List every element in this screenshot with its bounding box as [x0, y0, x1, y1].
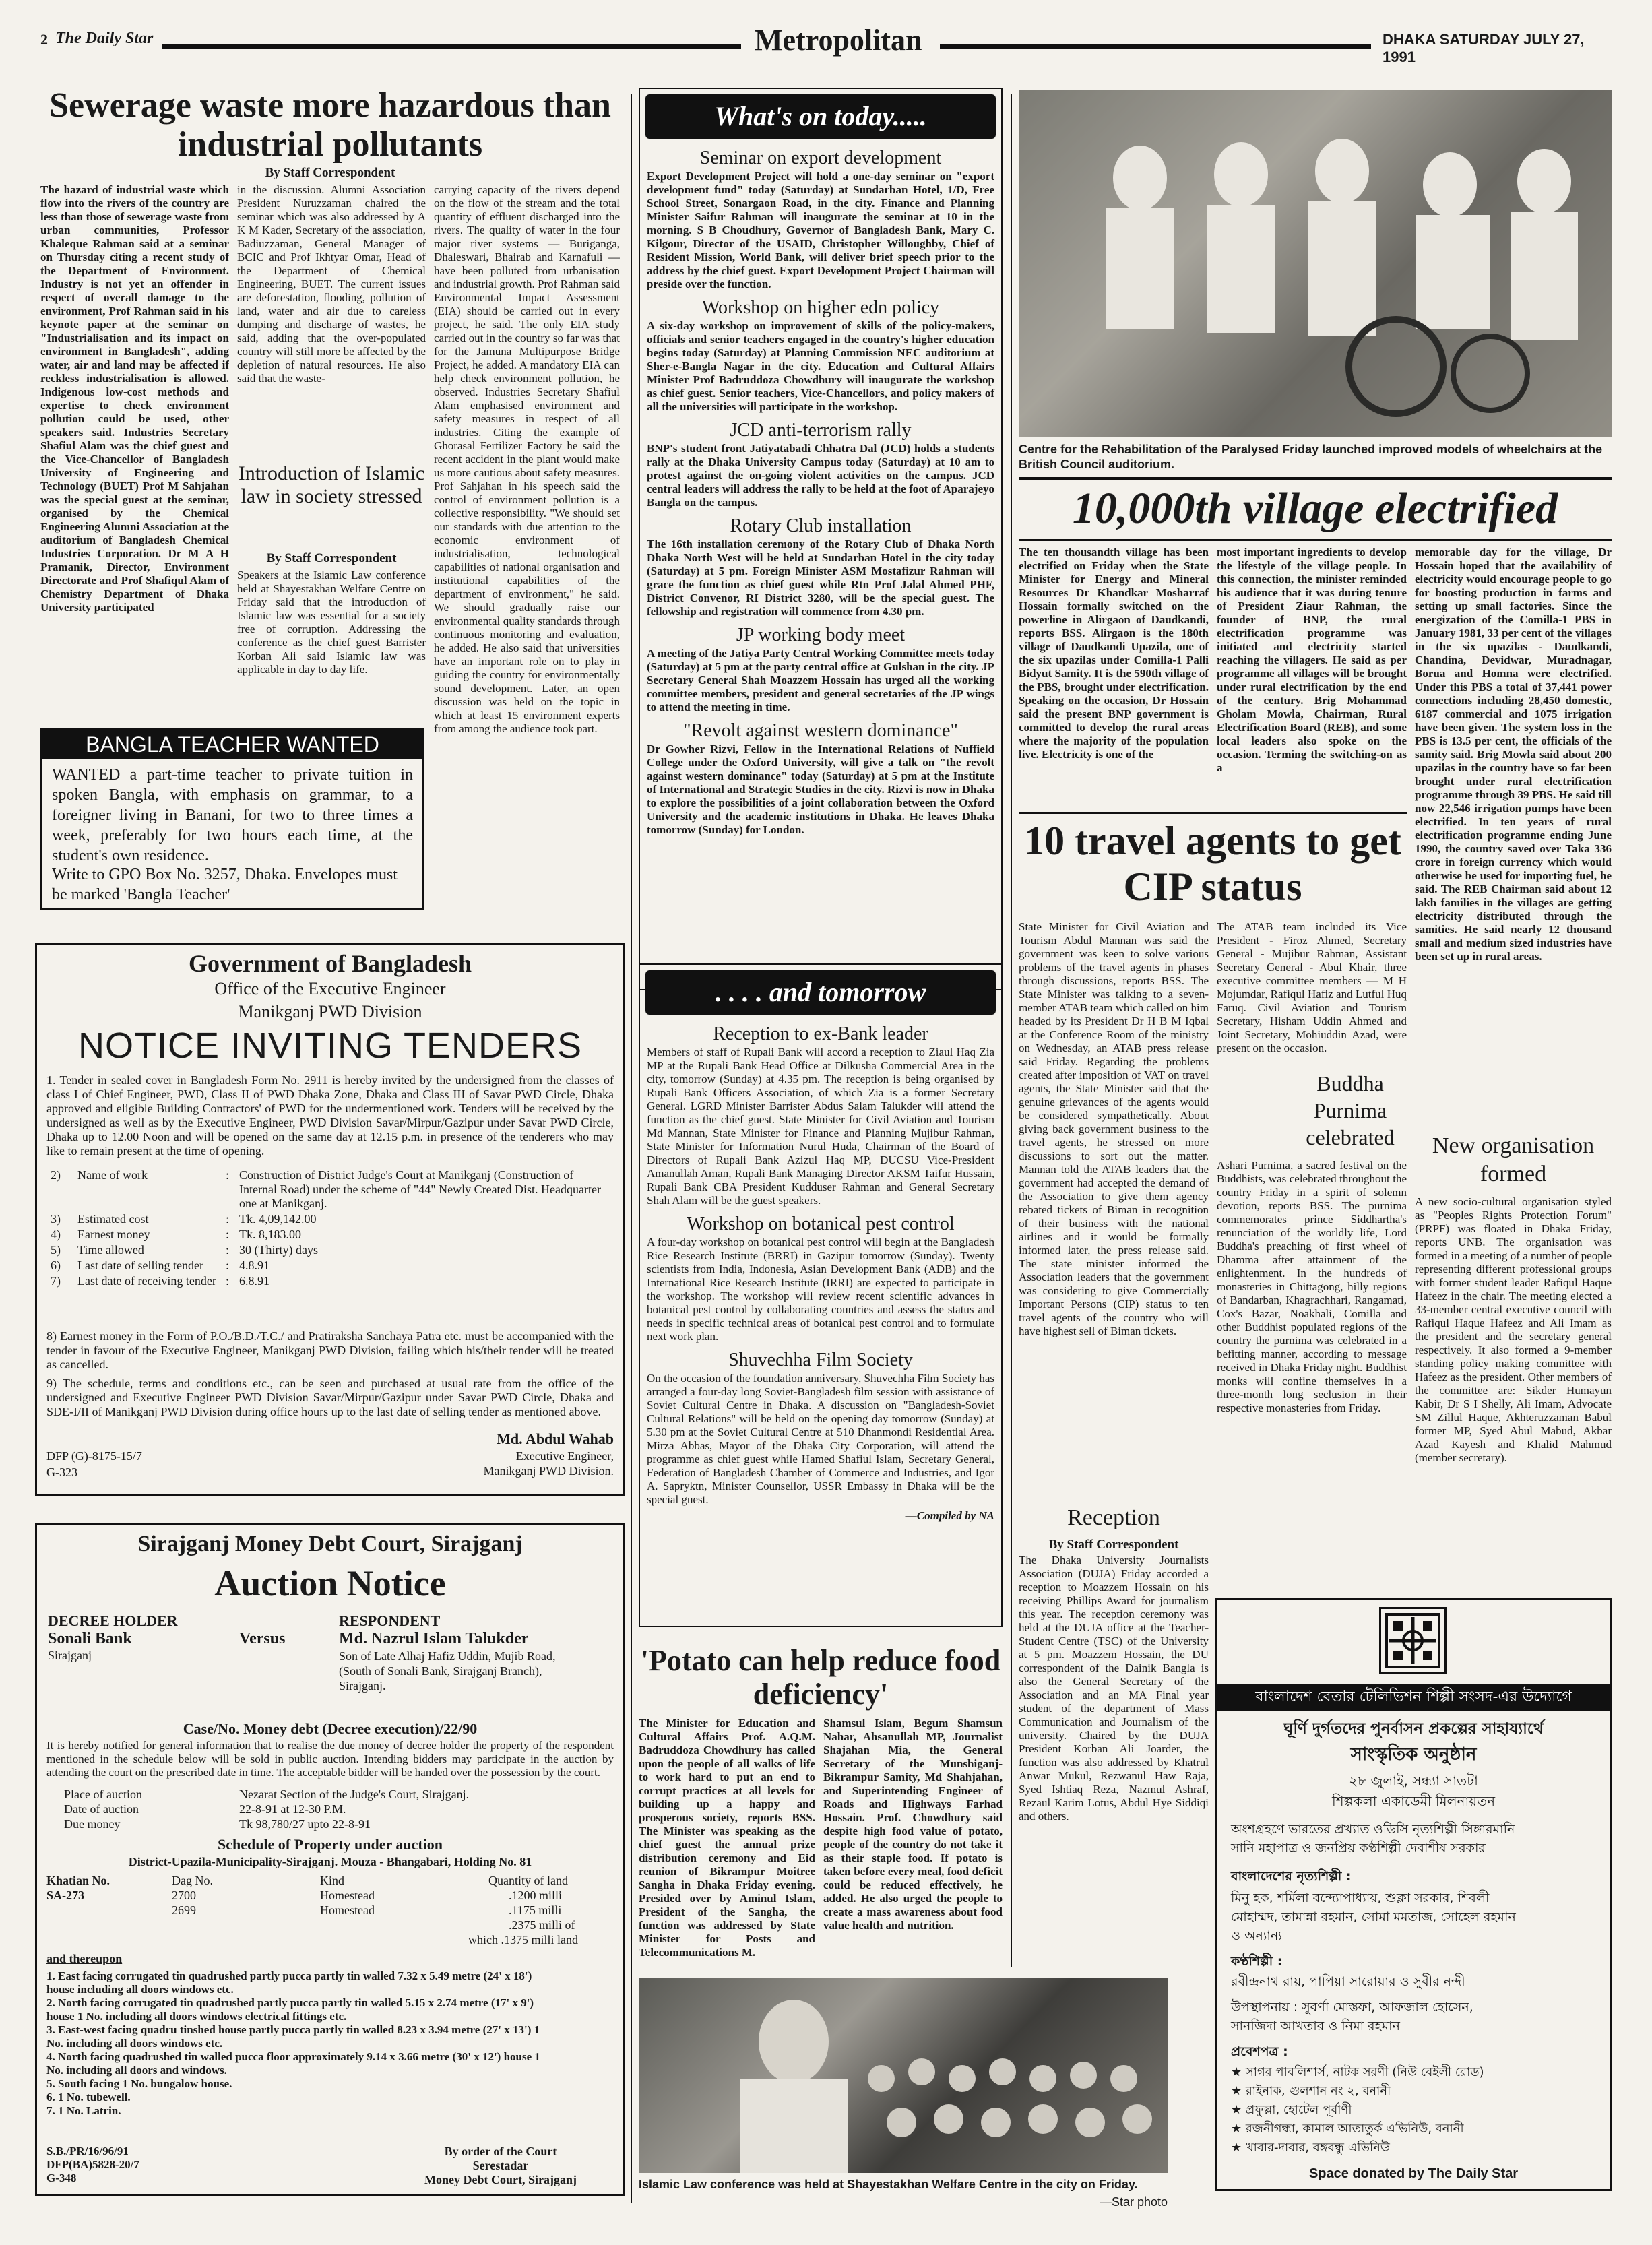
- new-org-headline: New organisation formed: [1432, 1133, 1595, 1187]
- new-org-body: A new socio-cultural organisation styled as "Peoples Rights Protection Forum" (PRPF) was floated in Dhaka Friday, reports UNB. The organisation was formed in a meeting of a number of people representing different professional groups with former student leader Rafiqul Haque Hafeez in the chair. The meeting elected a 33-member central executive council with Rafiqul Haque Hafeez and Ali Imam as the president and the secretary general respectively. It also formed a 9-member standing policy making committee with Hafeez as the president. Other members of the committee are: Sikder Humayun Kabir, Dr S I Shelly, Ali Imam, Advocate SM Zillul Haque, Akhteruzzaman Babul former MP, Syed Abul Mabud, Akbar Azad Kayesh and Khalid Mahmud (member secretary).: [1415, 1195, 1612, 1464]
- village-col2: most important ingredients to develop the lifestyle of the village people. In this connection, the minister reminded his audience that it was during tenure of President Ziaur Rahman, the founder of BNP, the rural electrification programme was initiated and electricity started reaching the villagers. He said as per programme all villages will be brought under rural electrification by the end of the century. Brig Mohammad Gholam Mowla, Chairman, Rural Electrification Board (REB), and some local leaders also spoke on the occasion. Terming the switching-on as a: [1217, 546, 1407, 774]
- conference-photo: [639, 1978, 1168, 2173]
- tender-row: 4) Earnest money : Tk. 8,183.00: [46, 1227, 614, 1242]
- teacher-ad-footer: Write to GPO Box No. 3257, Dhaka. Envelopes must be marked 'Bangla Teacher': [52, 866, 398, 904]
- tender-row: 2) Name of work : Construction of District Judge's Court at Manikganj (Construction of Internal Road) under the scheme of "44" Newly Created Dist. Headquarter one at Manikganj.: [46, 1168, 614, 1211]
- tender-signer-title1: Executive Engineer,: [515, 1449, 614, 1463]
- tender-row-num: 4): [51, 1228, 61, 1241]
- qty2: .1175 milli: [509, 1903, 562, 1917]
- section-name: Metropolitan: [755, 24, 922, 57]
- tender-row-label: Name of work: [77, 1168, 148, 1182]
- event-item: [647, 624, 994, 714]
- dateline: DHAKA SATURDAY JULY 27, 1991: [1383, 31, 1585, 65]
- sewerage-byline: By Staff Correspondent: [265, 166, 395, 180]
- auction-refs: [46, 2145, 139, 2185]
- tender-para1: 1. Tender in sealed cover in Bangladesh Form No. 2911 is hereby invited by the undersigned from the classes of class I of Chief Engineer, PWD, Class II of PWD Dhaka Zone, Dhaka and Class III of Savar PWD Circle, Dhaka approved and eligible Building Contractors' of PWD for the undermentioned work. Tenders will be received by the undersigned as well as by the Executive Engineer, PWD Division Savar/Mirpur/Gazipur under Savar PWD Circle, Dhaka up to 12.00 Noon and will be opened on the same day at 12.15 p.m. in presence of the tenderers who may like to remain present at the time of opening.: [46, 1073, 614, 1158]
- event-head: Workshop on botanical pest control: [687, 1213, 955, 1234]
- dag2: 2699: [172, 1903, 196, 1917]
- paper-name: The Daily Star: [55, 30, 154, 47]
- kind2: Homestead: [320, 1903, 375, 1917]
- event-item: [647, 419, 994, 509]
- teacher-ad: [40, 728, 424, 910]
- auction-item: 3. East-west facing quadru tinshed house partly pucca partly tin walled 8.23 x 3.94 metre (27' x 13') 1 No. including all doors windows etc.: [46, 2023, 540, 2050]
- decree-holder-place: Sirajganj: [48, 1649, 92, 1662]
- event-head: Shuvechha Film Society: [728, 1350, 913, 1370]
- auction-place-label: Place of auction: [64, 1788, 142, 1801]
- event-body: On the occasion of the foundation anniversary, Shuvechha Film Society has arranged a four-day long Soviet-Bangladesh film session with assistance of Soviet Cultural Centre in Dhaka. A discussion on "Bangladesh-Soviet Cultural Relations" will be held on the opening day tomorrow (Sunday) at 5.30 pm at the Soviet Cultural Centre at 510 Dhanmondi Residential Area. Mirza Abbas, Mayor of the Dhaka City Corporation, will attend the programme as chief guest while Hamed Shafiul Islam, Secretary General, Federation of Bangladesh Chamber of Commerce and Industries, and Igor A. Sapryktn, Minister Counsellor, USSR Embassy in Dhaka will be the special guest.: [647, 1372, 994, 1506]
- ad-space-donated: Space donated by The Daily Star: [1308, 2166, 1519, 2181]
- tomorrow-list: [647, 1023, 994, 1523]
- teacher-ad-body: WANTED a part-time teacher to private tuition in spoken Bangla, with emphasis on grammar, to a foreigner living in Banani, for two to three times a week, preferably for two hours each time, at the student's own residence.: [52, 766, 413, 864]
- ad-line: সাংস্কৃতিক অনুষ্ঠান: [1350, 1744, 1477, 1765]
- tender-row-value: 30 (Thirty) days: [239, 1243, 318, 1257]
- qty1: .1200 milli: [509, 1889, 563, 1902]
- event-body: Members of staff of Rupali Bank will accord a reception to Ziaul Haq Zia MP at the Rupali Bank Head Office at Dilkusha Commercial Area in the city, tomorrow (Sunday) at 4.35 pm. The reception is being organised by Rupali Bank Officers Association, of which Zia is a former Secretary General. LGRD Minister Barrister Abdus Salam Talukder will attend the function as the chief guest. State Minister for Civil Aviation and Tourism Md Mannan, State Minister for Finance and Planning Mujibur Rahman, State Minister for Information Nurul Huda, Chairman of the Board of Directors of Rupali Bank Azizul Haq MP, DUCSU Vice-President Amanullah Aman, Rupali Bank Managing Director AKSM Taifur Hussain, Rupali Bank CBA President Kudduser Rahman and General Secretary Shah Alam will be the guest speakers.: [647, 1046, 994, 1207]
- kind-label: Kind: [320, 1874, 344, 1887]
- event-head: Reception to ex-Bank leader: [713, 1023, 928, 1044]
- potato-col2: Shamsul Islam, Begum Shamsun Nahar, Ahsanullah MP, Journalist Shajahan Mia, the General Secretary of the Munshiganj-Bikrampur Samity, Md Shahjahan, and Superintending Engineer of Roads and Highways Farhad Hossain. Prof. Chowdhury said despite high food value of potato, people of the country do not take it as their staple food. If potato is taken before every meal, food deficit could be reduced effectively, he added. He also urged the people to create a mass awareness about food value health and nutrition.: [823, 1717, 1003, 1932]
- tender-row-label: Last date of selling tender: [77, 1259, 203, 1272]
- ad-line: মিনু হক, শর্মিলা বন্দ্যোপাধ্যায়, শুক্লা সরকার, শিবলী: [1231, 1891, 1490, 1905]
- qty3: .2375 milli of: [509, 1918, 575, 1932]
- tender-row-label: Last date of receiving tender: [77, 1274, 216, 1288]
- reception-byline: By Staff Correspondent: [1048, 1538, 1179, 1552]
- auction-title: Auction Notice: [214, 1563, 446, 1604]
- tender-row-value: Construction of District Judge's Court at Manikganj (Construction of Internal Road) under the scheme of "44" Newly Created Dist. Headquarter one at Manikganj.: [239, 1168, 602, 1210]
- auction-notice-text: It is hereby notified for general information that to realise the due money of decree holder the property of the respondent mentioned in the schedule below will be sold in public auction. Intending bidders may participate in the auction by attending the court on the prescribed date in time. The acceptable bidder will be handed over the possession by the court.: [46, 1739, 614, 1779]
- ad-line: সানি মহাপাত্র ও জনপ্রিয় কণ্ঠশিল্পী দেবাশীষ সরকার: [1231, 1841, 1486, 1856]
- event-item: [647, 720, 994, 837]
- auction-item: 7. 1 No. Latrin.: [46, 2104, 121, 2117]
- tender-row-label: Earnest money: [77, 1228, 150, 1241]
- tender-office: Office of the Executive Engineer: [214, 979, 446, 999]
- event-head: "Revolt against western dominance": [683, 720, 958, 741]
- tender-row-value: 6.8.91: [239, 1274, 269, 1288]
- village-headline: 10,000th village electrified: [1072, 484, 1558, 533]
- village-col1: The ten thousandth village has been electrified on Friday when the State Minister for Energy and Mineral Resources Dr Khandkar Mosharraf Hossain formally switched on the powerline in Alirgaon of Daudkandi, reports BSS. Alirgaon is the 180th village of Daudkandi Upazila, one of the six upazilas under Comilla-1 Palli Bidyut Samity. It is the 590th village of the PBS, brought under electrification. Speaking on the occasion, Dr Hossain said the present BNP government is committed to develop the rural areas where the majority of the population live. Electricity is one of the: [1019, 546, 1209, 761]
- event-item: [647, 1213, 994, 1343]
- tender-row-value: 4.8.91: [239, 1259, 269, 1272]
- tender-row-num: 7): [51, 1274, 61, 1288]
- event-head: JCD anti-terrorism rally: [730, 420, 912, 441]
- event-head: Seminar on export development: [699, 148, 942, 168]
- event-item: [647, 515, 994, 619]
- wheelchair-photo-art: [1019, 90, 1612, 437]
- tender-division: Manikganj PWD Division: [238, 1002, 422, 1021]
- potato-col1: The Minister for Education and Cultural Affairs Prof. A.Q.M. Badruddoza Chowdhury has called upon the people of all walks of life to work hard to put an end to corrupt practices at all levels for building up a happy and prosperous society, reports BSS. The Minister was speaking as the chief guest the annual prize distribution ceremony and Eid reunion of Bikrampur Moitree Sangha in Dhaka Friday evening. Presided over by Aminul Islam, President of the Sangha, the function was addressed by State Minister for Posts and Telecommunications M.: [639, 1717, 815, 1959]
- tomorrow-box: [639, 963, 1003, 1627]
- event-body: A six-day workshop on improvement of skills of the policy-makers, officials and senior teachers engaged in the country's higher education begins today (Saturday) at Planning Commission NEC auditorium at Sher-e-Bangla Nagar in the city. Education and Cultural Affairs Minister Prof Badruddoza Chowdhury will inaugurate the workshop as chief guest. Senior teachers, Vice-Chancellors, and policy makers of all the universities will participate in the workshop.: [647, 319, 994, 413]
- tomorrow-banner: . . . . and tomorrow: [645, 970, 996, 1015]
- event-item: [647, 296, 994, 414]
- ad-line: ★ রাইনাক, গুলশান নং ২, বনানী: [1231, 2084, 1391, 2098]
- wheelchair-photo: [1019, 90, 1612, 437]
- tender-row: 6) Last date of selling tender : 4.8.91: [46, 1258, 614, 1273]
- ad-line: ★ রজনীগন্ধা, কামাল আতাতুর্ক এভিনিউ, বনানী: [1231, 2122, 1464, 2136]
- teacher-ad-title: BANGLA TEACHER WANTED: [42, 730, 422, 759]
- compiled-by: —Compiled by NA: [905, 1509, 994, 1522]
- ad-line: বাংলাদেশ বেতার টেলিভিশন শিল্পী সংসদ-এর উদ্যোগে: [1217, 1684, 1610, 1711]
- sewerage-col3: carrying capacity of the rivers depend on the flow of the stream and the total quantity of effluent discharged into the rivers. The quality of water in the four major river systems — Buriganga, Dhaleswari, Bhairab and Karnafuli — have been polluted from urbanisation and industrial growth. Prof Rahman said Environmental Impact Assessment (EIA) should be carried out in every project, he said. The only EIA study carried out in the country so far was that for the Jamuna Multipurpose Bridge Project, he added. A mandatory EIA can help check environment pollution, he observed. Industries Secretary Shafiul Alam emphasised environment and safety measures in respect of all industries. Citing the example of Ghorasal Fertilizer Factory he said the recent accident in the plant would make us more cautious about safety measures. Prof Sahjahan in his speech said the control of environment pollution is a collective responsibility. "We should set our standards with due attention to the economic environment of industrialisation, technological capabilities of national organisation and institutional capabilities of the department of environment," he said. We should gradually raise our environmental quality standards through continuous monitoring and evaluation, he added. He also said that universities have an important role on to play in guiding the country for environmentally sound development. Later, an open discussion was held on the topic in which at least 15 environment experts from among the audience took part.: [434, 183, 620, 735]
- tender-row: 5) Time allowed : 30 (Thirty) days: [46, 1242, 614, 1258]
- column-rule-2: [1011, 94, 1012, 1967]
- village-bottom-rule: [1019, 539, 1612, 541]
- artists-union-logo-icon: [1381, 1609, 1444, 1672]
- auction-due: Tk 98,780/27 upto 22-8-91: [239, 1817, 371, 1831]
- ad-line: ২৮ জুলাই, সন্ধ্যা সাতটা: [1349, 1773, 1478, 1789]
- decree-holder: Sonali Bank: [48, 1630, 132, 1647]
- ad-line: ★ খাবার-দাবার, বঙ্গবন্ধু এভিনিউ: [1231, 2141, 1390, 2155]
- column-rule-1: [631, 94, 632, 2203]
- event-body: Export Development Project will hold a one-day seminar on "export development fund" today (Saturday) at Sundarban Hotel, 1/D, Free School Street, Sonargaon Road, in the city. Finance and Planning Minister Saifur Rahman will inaugurate the seminar at 10 in the morning. S B Choudhury, Governor of Bangladesh Bank, Mary C. Kilgour, Director of the USAID, Christopher Willoughby, Chief of Resident Mission, World Bank, will deliver brief speech prior to the address by the chief guest. Export Development Project Chairman will preside over the function.: [647, 170, 994, 290]
- event-body: Dr Gowher Rizvi, Fellow in the International Relations of Nuffield College under the Oxford University, will give a talk on "the revolt against western dominance" today (Saturday) at 5 pm at the Institute of International and Strategic Studies in the city. Rizvi is now in Dhaka to explore the possibilities of a joint collaboration between the Oxford University and the academic institutions in Dhaka. He leaves Dhaka tomorrow (Sunday) for London.: [647, 742, 994, 836]
- islamic-law-byline: By Staff Correspondent: [266, 551, 397, 565]
- tender-row-value: Tk. 8,183.00: [239, 1228, 301, 1241]
- kind1: Homestead: [320, 1889, 375, 1902]
- wheelchair-caption: Centre for the Rehabilitation of the Paralysed Friday launched improved models of wheelchairs at the British Council auditorium.: [1019, 443, 1603, 471]
- ad-line: উপস্থাপনায় : সুবর্ণা মোস্তফা, আফজাল হোসেন,: [1231, 2000, 1473, 2015]
- auction-item: 5. South facing 1 No. bungalow house.: [46, 2077, 232, 2090]
- tender-para9: 9) The schedule, terms and conditions etc., can be seen and purchased at usual rate from the office of the undersigned and Executive Engineer PWD Division Savar/Mirpur/Gazipur under Savar PWD Circle, Dhaka and SDE-I/II of Manikganj PWD Division during office hours up to the last date of selling tender as mentioned above.: [46, 1377, 614, 1418]
- event-body: A meeting of the Jatiya Party Central Working Committee meets today (Saturday) at 5 pm at the party central office at Gulshan in the city. JP Secretary General Shah Moazzem Hossain has urged all the working committee members, president and general secretaries of the JP wings to attend the meeting in time.: [647, 647, 994, 714]
- auction-notice: [35, 1523, 625, 2196]
- event-head: Workshop on higher edn policy: [701, 297, 940, 318]
- event-head: JP working body meet: [736, 625, 906, 645]
- qty-label: Quantity of land: [488, 1874, 568, 1887]
- whats-on-list: [647, 147, 994, 837]
- respondent-label: RESPONDENT: [339, 1612, 441, 1629]
- reception-body: The Dhaka University Journalists Association (DUJA) Friday accorded a reception to Moazzem Hossain on his receiving Phillips Award for journalism this year. The reception ceremony was held at the DUJA office at the Teacher-Student Centre (TSC) of the University at 5 pm. Moazzem Hossain, the DU correspondent of the Dainik Bangla is also the General Secretary of the Association and an MA Final year student of the department of Mass Communication and Journalism of the university. Chaired by the DUJA President Korban Ali Joarder, the function was also addressed by Khatrul Anwar Mukul, Rezwanul Haw Raja, Syed Ishtiaq Reza, Nazmul Ashraf, Rezaul Karim Lotus, Abdul Hye Siddiqi and others.: [1019, 1554, 1209, 1823]
- event-item: [647, 1023, 994, 1207]
- schedule-district: District-Upazila-Municipality-Sirajganj. Mouza - Bhangabari, Holding No. 81: [128, 1855, 532, 1868]
- sewerage-col1: The hazard of industrial waste which flow into the rivers of the country are less than those of sewerage waste from urban communities, Professor Khaleque Rahman said at a seminar on Thursday citing a recent study of the Department of Environment. Industry is not yet an offender in respect of overall damage to the environment, Prof Rahman said in his keynote paper at the seminar on "Industrialisation and its impact on environment in Bangladesh", adding water, air and land may be affected if reckless industrialisation is allowed. Indigenous low-cost methods and expertise to check environment pollution could be used, other speakers said. Industries Secretary Shafiul Alam was the chief guest and the Vice-Chancellor of Bangladesh University of Engineering and Technology (BUET) Prof M Sahjahan was the special guest at the seminar, organised by the Chemical Engineering Alumni Association at the auditorium of Bangladesh Chemical Industries Corporation. Dr M A H Pramanik, Director, Environment Directorate and Prof Shafiqul Alam of Chemistry Department of Dhaka University participated: [40, 183, 229, 614]
- auction-ref: S.B./PR/16/96/91: [46, 2145, 129, 2157]
- tender-ref1: DFP (G)-8175-15/7: [46, 1449, 142, 1463]
- tender-signer: Md. Abdul Wahab: [497, 1430, 614, 1447]
- ad-line: সানজিদা আখতার ও নিমা রহমান: [1231, 2019, 1400, 2033]
- tender-row-num: 3): [51, 1212, 61, 1226]
- ad-line: ও অন্যান্য: [1231, 1928, 1282, 1943]
- tender-row-label: Time allowed: [77, 1243, 144, 1257]
- event-body: BNP's student front Jatiyatabadi Chhatra Dal (JCD) holds a students rally at the Dhaka University Campus today (Saturday) at 10 am to protest against the on-going violent activities on the campus. JCD central leaders will address the rally to be held at the foot of Aparajeyo Bangla on the campus.: [647, 442, 994, 509]
- sewerage-headline: Sewerage waste more hazardous than industrial pollutants: [49, 86, 611, 164]
- ad-line: শিল্পকলা একাডেমী মিলনায়তন: [1331, 1793, 1496, 1809]
- ad-line: প্রবেশপত্র :: [1231, 2044, 1288, 2059]
- cip-headline: 10 travel agents to get CIP status: [1024, 819, 1401, 909]
- page-number: 2: [40, 31, 48, 48]
- buddha-body: Ashari Purnima, a sacred festival on the Buddhists, was celebrated throughout the country Friday in a spirit of solemn devotion, reports BSS. The purnima commemorates prince Siddhartha's renunciation of the worldly life, Lord Buddha's preaching of first wheel of Dhamma after attainment of the enlightenment. In the hundreds of monasteries in Chittagong, hilly regions of Bandarban, Khagrachhari, Rangamati, Cox's Bazar, Noakhali, Comilla and other Buddhist populated regions of the country the purnima was celebrated in a befitting manner, according to message received in Dhaka Friday night. Buddhist monks will confine themselves in a three-month long seclusion in their respective monasteries from Friday.: [1217, 1159, 1407, 1414]
- tender-table: [46, 1168, 614, 1289]
- reception-headline: Reception: [1067, 1505, 1160, 1530]
- event-head: Rotary Club installation: [730, 515, 912, 536]
- auction-court: Sirajganj Money Debt Court, Sirajganj: [137, 1531, 523, 1556]
- potato-headline: 'Potato can help reduce food deficiency': [640, 1644, 1001, 1711]
- whats-on-banner: What's on today.....: [645, 94, 996, 139]
- auction-items: [46, 1969, 559, 2118]
- tender-row-num: 2): [51, 1168, 61, 1182]
- tender-row-value: Tk. 4,09,142.00: [239, 1212, 317, 1226]
- masthead: [40, 24, 1617, 65]
- tender-notice: [35, 943, 625, 1496]
- tender-para8: 8) Earnest money in the Form of P.O./B.D./T.C./ and Pratiraksha Sanchaya Patra etc. must be accompanied with the tender in favour of the Executive Engineer, Manikganj PWD Division, failing which his/their tender will be treated as cancelled.: [46, 1329, 614, 1371]
- schedule-title: Schedule of Property under auction: [217, 1836, 443, 1853]
- khatian: SA-273: [46, 1889, 85, 1902]
- cip-col1: State Minister for Civil Aviation and Tourism Abdul Mannan was said the government was keen to solve various problems of the travel agents in phases through discussions, reports BSS. The State Minister was talking to a seven-member ATAB team which called on him headed by its President Dr H B M Iqbal at the Conference Room of the ministry on Wednesday, an ATAB press release said Friday. Regarding the problems created after imposition of VAT on travel agents, the State Minister said that the genuine grievances of the agents would be considered sympathetically. About giving back government business to the travel agents, he stressed on more discussions to sort out the matter. Mannan told the ATAB leaders that the government had accepted the demand of the Association to give them agency rebated tickets of Biman in recognition of their business with the national airlines and it would be formally informed later, the press release said. The state minister informed the Association leaders that the government was considering to give Commercially Important Persons (CIP) status to ten travel agents of the country who will have highest sell of Biman tickets.: [1019, 920, 1209, 1337]
- tender-signer-title2: Manikganj PWD Division.: [483, 1464, 614, 1478]
- auction-date-label: Date of auction: [64, 1802, 139, 1816]
- village-top-rule: [1019, 477, 1612, 480]
- masthead-rule-left: [162, 44, 741, 49]
- event-item: [647, 1349, 994, 1507]
- tender-row: 3) Estimated cost : Tk. 4,09,142.00: [46, 1211, 614, 1227]
- tender-org: Government of Bangladesh: [188, 950, 472, 977]
- conference-photo-caption: Islamic Law conference was held at Shayestakhan Welfare Centre in the city on Friday.: [639, 2178, 1138, 2191]
- ad-line: ঘূর্ণি দুর্গতদের পুনর্বাসন প্রকল্পের সাহায্যার্থে: [1283, 1720, 1544, 1738]
- event-body: A four-day workshop on botanical pest control will begin at the Bangladesh Rice Research Institute (BRRI) in Gazipur tomorrow (Sunday). Twenty scientists from India, Indonesia, Asian Development Bank (ADB) and the International Rice Research Institute (IRRI) are expected to participate in the workshop. The workshop will review recent scientific advances in botanical pest control by collaborating countries and assess the status and needs in specific technical areas of botanical pest control and to formulate next work plan.: [647, 1236, 994, 1343]
- auction-case: Case/No. Money debt (Decree execution)/22/90: [183, 1720, 478, 1737]
- ad-logo: [1379, 1607, 1447, 1674]
- tender-row-label: Estimated cost: [77, 1212, 149, 1226]
- thereupon: and thereupon: [46, 1952, 123, 1965]
- islamic-law-headline: Introduction of Islamic law in society stressed: [238, 462, 425, 507]
- tender-row: 7) Last date of receiving tender : 6.8.91: [46, 1273, 614, 1289]
- islamic-law-body: Speakers at the Islamic Law conference held at Shayestakhan Welfare Centre on Friday said that the introduction of Islamic law was essential for a society free of corruption. Addressing the conference as the chief guest Barrister Korban Ali said Islamic law was applicable in day to day life.: [237, 569, 426, 676]
- cip-top-rule: [1019, 812, 1407, 814]
- event-body: The 16th installation ceremony of the Rotary Club of Dhaka North Dhaka North West will be held at Sundarban Hotel in the city today (Saturday) at 5 pm. Foreign Minister ASM Mostafizur Rahman will grace the function as chief guest while Rtn Prof Jalal Ahmed PHF, District Convenor, RI District 3280, will be the special guest. The fellowship and registration will commence from 4.30 pm.: [647, 538, 994, 618]
- auction-ref: G-348: [46, 2172, 77, 2184]
- auction-item: 4. North facing quadrushed tin walled pucca floor approximately 9.14 x 3.66 metre (30' x 12') house 1 No. including all doors and windows.: [46, 2050, 540, 2077]
- auction-place: Nezarat Section of the Judge's Court, Sirajganj.: [239, 1788, 470, 1801]
- auction-order: [387, 2145, 614, 2187]
- buddha-headline: Buddha Purnima celebrated: [1306, 1071, 1395, 1149]
- auction-due-label: Due money: [64, 1817, 121, 1831]
- photo-credit: —Star photo: [1099, 2195, 1168, 2209]
- khatian-label: Khatian No.: [46, 1874, 110, 1887]
- ad-line: মোহাম্মদ, তামান্না রহমান, সোমা মমতাজ, সোহেল রহমান: [1231, 1909, 1516, 1924]
- village-col3: memorable day for the village, Dr Hossain hoped that the availability of electricity would encourage people to go for boosting production in farms and setting up small factories. Since the energization of the Comilla-1 PBS in January 1981, 33 per cent of the villages in the six upazilas - Daudkandi, Chandina, Devidwar, Muradnagar, Borua and Homna were electrified. Under this PBS a total of 37,441 power connections including 28,450 domestic, 6187 commercial and 1075 irrigation have been given. The system loss in the PBS is 13.5 per cent, the officials of the samity said. Brig Mowla said about 200 upazilas in the country have so far been brought under rural electrification programme through 39 PBS. He said till now 22,546 irrigation pumps have been electrified. In ten years of rural electrification programme ending June 1990, the country saved over Taka 336 crore in foreign currency which would otherwise be used for importing fuel, he said. The REB Chairman said about 12 lakh families in the villages are getting electricity distributed through the samities. He said nearly 12 thousand small and medium sized industries have been set up in rural areas.: [1415, 546, 1612, 963]
- whats-on-box: [639, 88, 1003, 990]
- auction-versus: Versus: [239, 1630, 286, 1647]
- auction-item: 1. East facing corrugated tin quadrushed partly pucca partly tin walled 7.32 x 5.49 metre (24' x 18') house including all doors windows etc.: [46, 1969, 532, 1996]
- auction-item: 6. 1 No. tubewell.: [46, 2091, 131, 2104]
- cip-col2: The ATAB team included its Vice President - Firoz Ahmed, Secretary General - Mujibur Rahman, Assistant Secretary General - Abul Khair, three executive committee members — M H Mojumdar, Rafiqul Hafiz and Lutful Huq Faruq. Civil Aviation and Tourism Secretary, Hisham Uddin Ahmed and Joint Secretary, Mohiuddin Azad, were present on the occasion.: [1217, 920, 1407, 1054]
- conference-photo-art: [639, 1978, 1168, 2173]
- masthead-rule-right: [940, 44, 1371, 49]
- tender-row-num: 5): [51, 1243, 61, 1257]
- ad-line: ★ প্রফুল্লা, হোটেল পূর্বাণী: [1231, 2103, 1352, 2117]
- dag-label: Dag No.: [172, 1874, 213, 1887]
- tender-row-num: 6): [51, 1259, 61, 1272]
- auction-order-line: By order of the Court: [444, 2145, 557, 2158]
- ad-line: রবীন্দ্রনাথ রায়, পাপিয়া সারোয়ার ও সুবীর নন্দী: [1231, 1974, 1465, 1989]
- ad-line: ★ সাগর পাবলিশার্স, নাটক সরণী (নিউ বেইলী রোড): [1231, 2065, 1484, 2079]
- ad-line: বাংলাদেশের নৃত্যশিল্পী :: [1231, 1869, 1352, 1884]
- qty4: which .1375 milli land: [468, 1933, 578, 1947]
- auction-item: 2. North facing corrugated tin quadrushed partly pucca partly tin walled 5.15 x 2.74 metre (17' x 9') house 1 No. including all doors windows electrical fittings etc.: [46, 1996, 534, 2023]
- auction-order-line: Money Debt Court, Sirajganj: [424, 2173, 577, 2186]
- auction-order-line: Serestadar: [472, 2159, 529, 2172]
- dag1: 2700: [172, 1889, 196, 1902]
- bengali-cultural-ad: [1215, 1598, 1612, 2191]
- decree-holder-label: DECREE HOLDER: [48, 1612, 178, 1629]
- respondent: Md. Nazrul Islam Talukder: [339, 1630, 529, 1647]
- event-item: [647, 147, 994, 291]
- auction-date: 22-8-91 at 12-30 P.M.: [239, 1802, 346, 1816]
- tender-title: NOTICE INVITING TENDERS: [77, 1025, 583, 1066]
- ad-line: অংশগ্রহণে ভারতের প্রখ্যাত ওডিসি নৃত্যশিল্পী সিঙ্গারমানি: [1231, 1822, 1515, 1837]
- tender-ref2: G-323: [46, 1465, 77, 1479]
- ad-line: কণ্ঠশিল্পী :: [1231, 1954, 1283, 1969]
- auction-ref: DFP(BA)5828-20/7: [46, 2158, 139, 2171]
- respondent-address: Son of Late Alhaj Hafiz Uddin, Mujib Road, (South of Sonali Bank, Sirajganj Branch), Sirajganj.: [339, 1649, 556, 1693]
- sewerage-col2: in the discussion. Alumni Association President Nuruzzaman chaired the seminar which was also addressed by A K M Kader, Secretary of the association, Badiuzzaman, General Manager of BCIC and Prof Ikhtyar Omar, Head of the Department of Chemical Engineering, BUET. The current issues are deforestation, flooding, pollution of land, water and air due to careless dumping and discharge of wastes, he said, adding that the over-populated country will still more be affected by the depletion of natural resources. He also said that the waste-: [237, 183, 426, 385]
